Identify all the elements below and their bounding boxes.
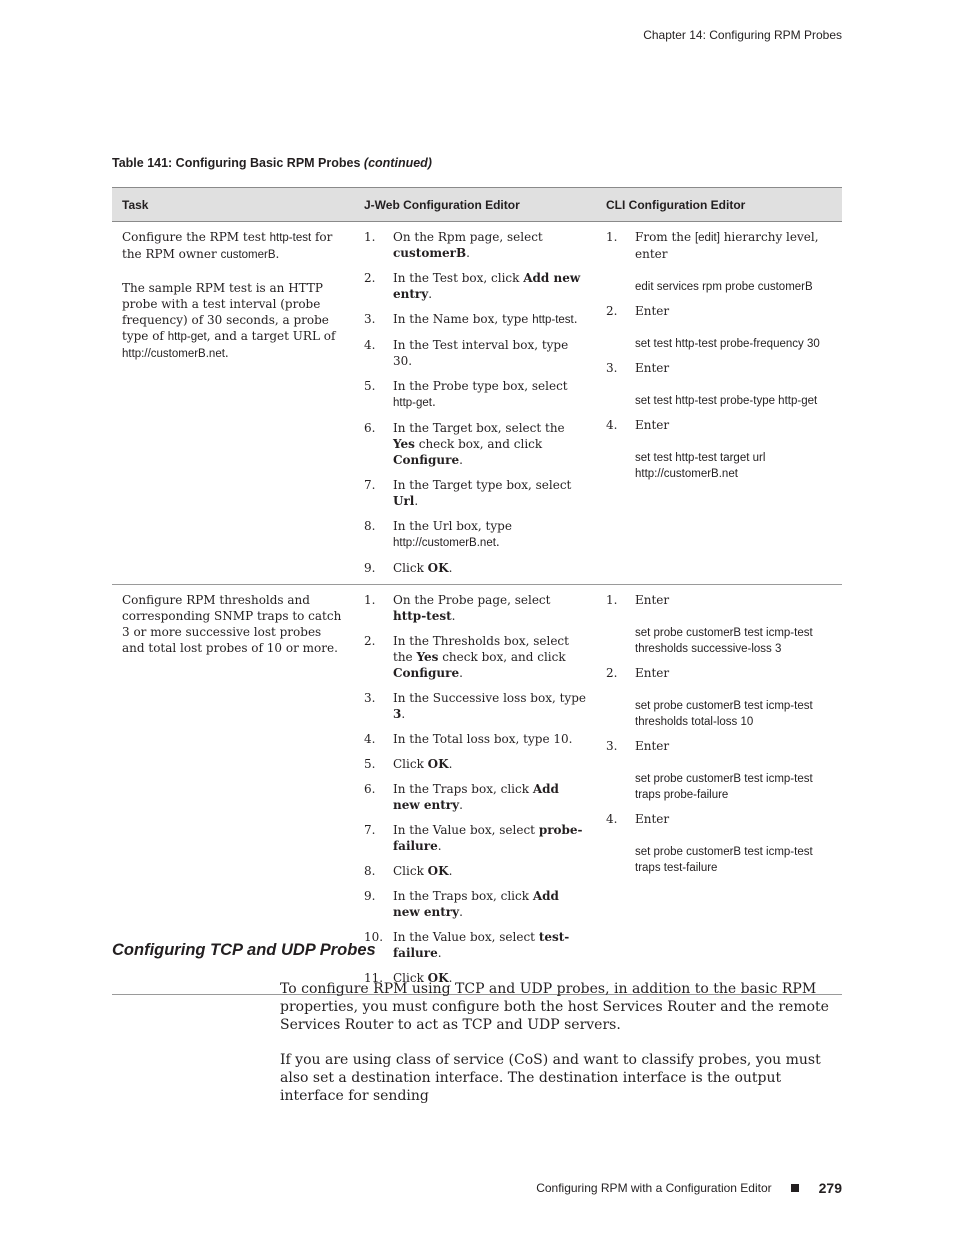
step-number: 3.: [606, 361, 618, 375]
code-text: http://customerB.net: [122, 348, 225, 360]
column-header-task: Task: [112, 188, 354, 222]
text: .: [432, 395, 436, 409]
text: Click: [393, 971, 428, 985]
list-item: [364, 270, 586, 302]
step-number: 2.: [606, 666, 618, 680]
square-bullet-icon: [791, 1184, 799, 1192]
bold-text: OK: [427, 971, 449, 985]
step-number: 5.: [364, 379, 376, 393]
text: .: [459, 798, 463, 812]
list-item: [606, 738, 832, 803]
step-number: 1.: [606, 593, 618, 607]
bold-text: Configure: [393, 453, 460, 467]
step-number: 1.: [364, 230, 376, 244]
text: .: [224, 346, 229, 360]
text: Enter: [635, 418, 670, 432]
bold-text: Configure: [393, 666, 460, 680]
text: Click: [393, 757, 428, 771]
value-text: 10: [553, 732, 569, 746]
text: On the Rpm page, select: [393, 230, 543, 244]
task-cell: [112, 222, 354, 585]
text: In the Traps box, click: [393, 889, 533, 903]
text: On the Probe page, select: [393, 593, 551, 607]
list-item: [364, 929, 586, 961]
step-number: 2.: [364, 634, 376, 648]
text: for the RPM owner: [122, 230, 333, 261]
text: Enter: [635, 666, 670, 680]
text: .: [448, 864, 453, 878]
step-number: 3.: [606, 739, 618, 753]
bold-text: test-failure: [393, 930, 570, 960]
text: .: [437, 946, 442, 960]
text: Enter: [635, 361, 670, 375]
code-text: http-test: [532, 314, 574, 326]
text: .: [459, 453, 463, 467]
list-item: [364, 420, 586, 468]
text: .: [459, 905, 463, 919]
list-item: [364, 822, 586, 854]
step-number: 8.: [364, 864, 376, 878]
table-caption: [112, 156, 432, 170]
list-item: [606, 360, 832, 409]
bold-text: OK: [427, 561, 449, 575]
bold-text: customerB: [393, 246, 467, 260]
text: Enter: [635, 593, 670, 607]
step-number: 2.: [606, 304, 618, 318]
page-footer: [536, 1180, 842, 1196]
list-item: [364, 518, 586, 551]
jweb-steps: [364, 229, 586, 576]
table-header-row: [112, 188, 842, 222]
running-header: Chapter 14: Configuring RPM Probes: [643, 28, 842, 42]
text: From the: [635, 230, 695, 244]
text: In the Successive loss box, type: [393, 691, 586, 705]
text: Configure the RPM test: [122, 230, 270, 244]
rpm-probes-table: [112, 187, 842, 995]
step-number: 9.: [364, 889, 376, 903]
list-item: [364, 311, 586, 328]
list-item: [364, 863, 586, 879]
step-number: 3.: [364, 691, 376, 705]
text: , and a target URL of: [206, 329, 336, 343]
step-number: 11.: [364, 971, 384, 985]
list-item: [364, 756, 586, 772]
cli-command: set probe customerB test icmp-test traps probe-failure: [635, 773, 813, 801]
text: .: [466, 246, 470, 260]
step-number: 6.: [364, 782, 376, 796]
cli-cell: [596, 585, 842, 995]
bold-text: probe-failure: [393, 823, 583, 853]
section-body: [280, 980, 845, 1122]
list-item: [606, 303, 832, 352]
step-number: 10.: [364, 930, 384, 944]
task-cell: [112, 585, 354, 995]
code-text: [edit]: [694, 232, 720, 244]
jweb-cell: [354, 585, 596, 995]
text: Enter: [635, 304, 670, 318]
text: .: [437, 839, 442, 853]
step-number: 4.: [606, 418, 618, 432]
text: .: [401, 707, 406, 721]
text: .: [448, 757, 453, 771]
cli-command: set probe customerB test icmp-test traps test-failure: [635, 846, 813, 874]
text: .: [414, 494, 419, 508]
cli-command: set probe customerB test icmp-test thresholds successive-loss 3: [635, 627, 813, 655]
text: In the Url box, type: [393, 519, 512, 533]
value-text: 30: [393, 354, 409, 368]
text: .: [448, 971, 453, 985]
body-paragraph: If you are using class of service (CoS) and want to classify probes, you must also set a destination interface. The destination interface is the output interface for sending: [280, 1052, 821, 1104]
task-paragraph: [122, 280, 344, 362]
jweb-steps: [364, 592, 586, 986]
cli-command: set test http-test probe-type http-get: [635, 395, 818, 407]
step-number: 1.: [606, 230, 618, 244]
bold-text: Add new entry: [393, 889, 559, 919]
list-item: [364, 888, 586, 920]
list-item: [364, 690, 586, 722]
list-item: [606, 592, 832, 657]
text: .: [448, 561, 453, 575]
step-number: 9.: [364, 561, 376, 575]
list-item: [606, 665, 832, 730]
table-caption-continued: (continued): [363, 156, 432, 170]
page-number: 279: [818, 1180, 842, 1196]
text: Enter: [635, 812, 670, 826]
list-item: [364, 633, 586, 681]
text: In the Thresholds box, select the: [393, 634, 569, 664]
text: In the Target type box, select: [393, 478, 572, 492]
step-number: 4.: [606, 812, 618, 826]
bold-text: OK: [427, 757, 449, 771]
text: .: [451, 609, 456, 623]
text: .: [568, 732, 573, 746]
list-item: [364, 731, 586, 747]
cli-steps: [606, 229, 832, 482]
step-number: 2.: [364, 271, 376, 285]
step-number: 5.: [364, 757, 376, 771]
list-item: [606, 229, 832, 295]
text: The sample RPM test is an HTTP probe with a test interval (probe frequency) of 30 seconds, a probe type of: [122, 281, 329, 343]
text: Click: [393, 561, 428, 575]
section-heading: Configuring TCP and UDP Probes: [112, 941, 376, 959]
list-item: [364, 229, 586, 261]
list-item: [364, 337, 586, 369]
text: In the Value box, select: [393, 930, 539, 944]
jweb-cell: [354, 222, 596, 585]
text: .: [459, 666, 463, 680]
step-number: 6.: [364, 421, 376, 435]
text: In the Probe type box, select: [393, 379, 568, 393]
bold-text: Yes: [416, 650, 439, 664]
cli-command: set test http-test probe-frequency 30: [635, 338, 820, 350]
cli-command: set test http-test target url http://customerB.net: [635, 452, 766, 480]
list-item: [364, 781, 586, 813]
text: In the Total loss box, type: [393, 732, 554, 746]
text: check box, and click: [414, 437, 543, 451]
column-header-cli: CLI Configuration Editor: [596, 188, 842, 222]
text: .: [495, 535, 500, 549]
list-item: [606, 811, 832, 876]
text: .: [275, 247, 280, 261]
bold-text: http-test: [393, 609, 452, 623]
text: In the Name box, type: [393, 312, 533, 326]
step-number: 3.: [364, 312, 376, 326]
step-number: 7.: [364, 823, 376, 837]
text: hierarchy level, enter: [635, 230, 819, 261]
code-text: http://customerB.net: [393, 537, 496, 549]
text: Enter: [635, 739, 670, 753]
task-paragraph: Configure RPM thresholds and corresponding SNMP traps to catch 3 or more successive lost probes and total lost probes of 10 or more.: [122, 593, 342, 655]
list-item: [364, 592, 586, 624]
text: check box, and click: [438, 650, 566, 664]
list-item: [364, 560, 586, 576]
table-row: [112, 585, 842, 995]
body-paragraph: To configure RPM using TCP and UDP probes, in addition to the basic RPM properties, you must configure both the host Services Router and the remote Services Router to act as TCP and UDP servers.: [280, 981, 829, 1033]
bold-text: Url: [393, 494, 415, 508]
bold-text: Add new entry: [393, 782, 559, 812]
bold-text: OK: [427, 864, 449, 878]
bold-text: 3: [393, 707, 402, 721]
step-number: 4.: [364, 338, 376, 352]
cli-steps: [606, 592, 832, 876]
text: In the Test box, click: [393, 271, 524, 285]
table-caption-title: Table 141: Configuring Basic RPM Probes: [112, 156, 361, 170]
code-text: http-get: [167, 331, 207, 343]
code-text: http-get: [393, 397, 432, 409]
step-number: 4.: [364, 732, 376, 746]
text: Click: [393, 864, 428, 878]
bold-text: Yes: [393, 437, 415, 451]
bold-text: Add new entry: [393, 271, 581, 301]
step-number: 7.: [364, 478, 376, 492]
column-header-jweb: J-Web Configuration Editor: [354, 188, 596, 222]
footer-section-name: Configuring RPM with a Configuration Editor: [536, 1181, 772, 1195]
text: In the Target box, select the: [393, 421, 565, 435]
cli-command: set probe customerB test icmp-test thresholds total-loss 10: [635, 700, 813, 728]
step-number: 1.: [364, 593, 376, 607]
text: .: [428, 287, 433, 301]
code-text: customerB: [220, 249, 276, 261]
text: .: [408, 354, 413, 368]
task-paragraph: [122, 229, 344, 263]
text: .: [573, 312, 578, 326]
cli-command: edit services rpm probe customerB: [635, 281, 813, 293]
step-number: 8.: [364, 519, 376, 533]
code-text: http-test: [269, 232, 312, 244]
table-row: [112, 222, 842, 585]
text: In the Value box, select: [393, 823, 539, 837]
list-item: [606, 417, 832, 482]
cli-cell: [596, 222, 842, 585]
text: In the Test interval box, type: [393, 338, 569, 352]
text: In the Traps box, click: [393, 782, 533, 796]
list-item: [364, 477, 586, 509]
list-item: [364, 378, 586, 411]
